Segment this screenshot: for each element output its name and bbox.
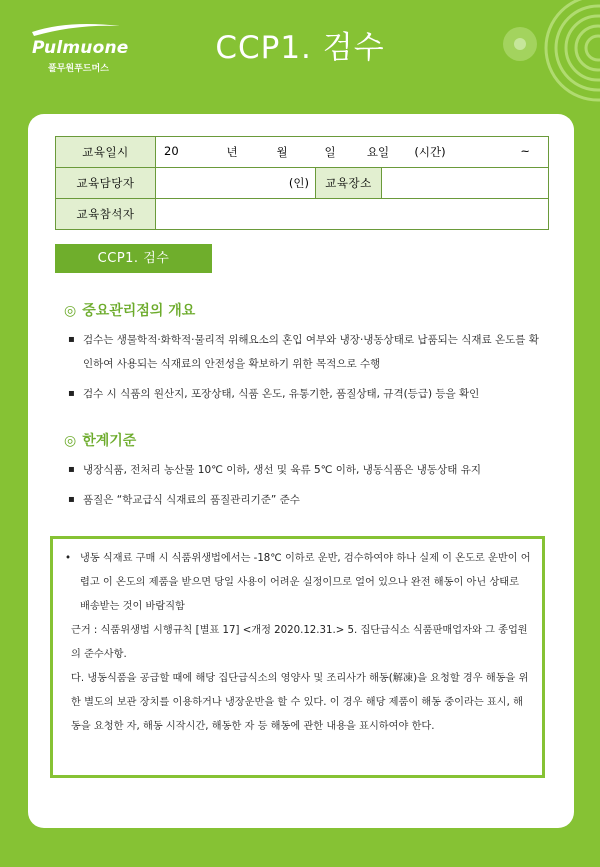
instructor-label: 교육담당자	[56, 168, 156, 199]
list-item: ▪ 품질은 “학교급식 식재료의 품질관리기준” 준수	[68, 488, 548, 512]
note-item	[61, 547, 532, 619]
section-title: 중요관리점의 개요	[82, 303, 196, 319]
attendees-field[interactable]	[156, 199, 549, 230]
section-marker-icon: ◎	[64, 433, 77, 449]
date-weekday-unit: 요일	[366, 145, 390, 159]
place-field[interactable]	[382, 168, 549, 199]
bullet-icon: •	[65, 553, 72, 564]
date-field[interactable]	[156, 137, 549, 168]
date-label: 교육일시	[56, 137, 156, 168]
note-basis-continued: 다. 냉동식품을 공급할 때에 해당 집단급식소의 영양사 및 조리사가 해동(解凍)을 요청할 경우 해동을 위한 별도의 보관 장치를 이용하거나 냉장운반을 할 수 있다. 이 경우 해당 제품이 해동 중이라는 표시, 해동을 요청한 자, 해동 시작시간, 해동한 자 등 해동에 관한 내용을 표시하여야 한다.	[71, 673, 529, 732]
date-day-unit: 일	[324, 145, 336, 159]
section-overview-heading	[64, 300, 195, 320]
logo-name: Pulmuone	[32, 38, 129, 58]
limits-list	[68, 458, 548, 518]
place-label: 교육장소	[316, 168, 382, 199]
overview-list	[68, 328, 548, 412]
attendees-label: 교육참석자	[56, 199, 156, 230]
concentric-circles-decoration	[450, 0, 600, 112]
section-limits-heading	[64, 430, 136, 450]
date-year: 20	[164, 144, 179, 158]
note-text: 냉동 식재료 구매 시 식품위생법에서는 -18℃ 이하로 운반, 검수하여야 하나 실제 이 온도로 운반이 어렵고 이 온도의 제품을 받으면 당일 사용이 어려운 실정이므로 얼어 있으나 완전 해동이 아닌 상태로 배송받는 것이 바람직함	[80, 553, 531, 612]
date-month-unit: 월	[276, 145, 288, 159]
content-card	[28, 114, 574, 828]
date-year-unit: 년	[226, 145, 238, 159]
section-title: 한계기준	[82, 433, 137, 449]
note-box	[50, 536, 545, 778]
page-title: CCP1. 검수	[215, 30, 385, 66]
instructor-field[interactable]	[156, 168, 316, 199]
list-item: ▪ 검수 시 식품의 원산지, 포장상태, 식품 온도, 유통기한, 품질상태, 규격(등급) 등을 확인	[68, 382, 548, 406]
logo-subtitle: 풀무원푸드머스	[48, 64, 109, 74]
section-marker-icon: ◎	[64, 303, 77, 319]
list-item: ▪ 냉장식품, 전처리 농산물 10℃ 이하, 생선 및 육류 5℃ 이하, 냉동식품은 냉동상태 유지	[68, 458, 548, 482]
date-time-range: ~	[520, 144, 530, 158]
seal-mark: (인)	[288, 176, 309, 190]
education-info-table	[55, 136, 549, 230]
ccp-tag: CCP1. 검수	[55, 244, 212, 273]
list-item: ▪ 검수는 생물학적·화학적·물리적 위해요소의 혼입 여부와 냉장·냉동상태로 납품되는 식재료 온도를 확인하여 사용되는 식재료의 안전성을 확보하기 위한 목적으로 수행	[68, 328, 548, 376]
date-time-label: (시간)	[414, 145, 446, 159]
note-basis: 근거 : 식품위생법 시행규칙 [별표 17] <개정 2020.12.31.> 5. 집단급식소 식품판매업자와 그 종업원의 준수사항.	[71, 625, 528, 660]
